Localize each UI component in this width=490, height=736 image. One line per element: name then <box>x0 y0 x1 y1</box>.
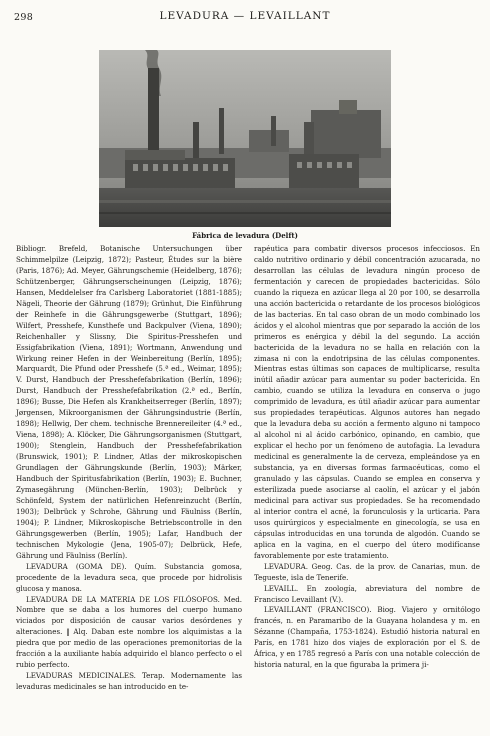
factory-photo <box>99 50 391 227</box>
column-left <box>16 244 242 693</box>
entry-levadura-geog: LEVADURA. Geog. Cas. de la prov. de Canarias, mun. de Tegueste, isla de Tenerife. <box>254 561 480 582</box>
bibliography-paragraph: Bibliogr. Brefeld, Botanische Untersuchungen über Schimmelpilze (Leipzig, 1872); Pasteur, Études sur la bière (Paris, 1876); Ad. Meyer, Gährungschemie (Heidelberg, 1876); Schützenberger, Gährungserscheinungen (Leipzig, 1876); Hansen, Meddelelser fra Carlsberg Laboratoriet (1881-1885); Nägeli, Theorie der Gährung (1879); Grünhut, Die Einführung der Reinhefe in die Gährungsgewerbe (Stuttgart, 1896); Wilfert, Presshefe, Kunsthefe und Backpulver (Viena, 1890); Reichenhaller y Slissny, Die Spiritus-Presshefen und Essigfabrikation (Viena, 1891); Wortmann, Anwendung und Wirkung reiner Hefen in der Weinbereitung (Berlín, 1895); Marquardt, Die Pfund oder Presshefe (5.ª ed., Weimar, 1895); V. Durst, Handbuch der Presshefefabrikation (Berlín, 1896); Durst, Handbuch der Presshefefabrikation (2.ª ed., Berlín, 1896); Busse, Die Hefen als Krankheitserreger (Berlín, 1897); Jørgensen, Mikroorganismen der Gährungsindustrie (Berlín, 1898); Hellwig, Der chem. technische Brennereileiter (4.ª ed., Viena, 1898); A. Klöcker, Die Gährungsorganismen (Stuttgart, 1900); Stenglein, Handbuch der Presshefefabrikation (Brunswick, 1901); P. Lindner, Atlas der mikroskopischen Grundlagen der Gährungskunde (Berlín, 1903); Märker, Handbuch der Spiritusfabrikation (Berlín, 1903); E. Buchner, Zymasegährung (München-Berlín, 1903); Delbrück y Schönfeld, System der natürlichen Hefenreinzucht (Berlín, 1903); Delbrück y Schrohe, Gährung und Fäulniss (Berlín, 1904); P. Lindner, Mikroskopische Betriebscontrolle in den Gährungsgewerben (Berlín, 1905); Lafar, Handbuch der technischen Mykologie (Jena, 1905-07); Delbrück, Hefe, Gährung und Fäulniss (Berlín). <box>16 244 242 560</box>
therapeutics-paragraph: rapéutica para combatir diversos procesos infecciosos. En caldo nutritivo ordinario y débil concentración azucarada, no desarrollan las células de levadura ningún proceso de fermentación y carecen de propiedades bactericidas. Sólo cuando la riqueza en azúcar llega al 20 por 100, se desarrolla una acción bactericida o retardante de los procesos biológicos de las bacterias. En tal caso obran de un modo combinado los ácidos y el alcohol mientras que por separado la acción de los primeros es enérgica y débil la del segundo. La acción bactericida de la levadura no se halla en relación con la zimasa ni con la endotripsina de las células componentes. Mientras estas últimas son capaces de multiplicarse, resulta inútil añadir azúcar para aumentar su poder bactericida. En cambio, cuando se utiliza la levadura en conserva o jugo comprimido de levadura, es útil añadir azúcar para aumentar sus propiedades terapéuticas. Algunos autores han negado que la levadura deba su acción a fermento alguno ni tampoco al alcohol ni al ácido carbónico, opinando, en cambio, que explicar el hecho por un fenómeno de autofagia. La levadura medicinal es generalmente la de cerveza, empleándose ya en substancia, ya en diversas formas farmacéuticas, como el granulado y las cápsulas. Cuando se emplea en conserva y esterilizada puede asociarse al caolín, el azúcar y el jabón medicinal para activar sus propiedades. Se ha recomendado al interior contra el acné, la forunculosis y la urticaria. Para usos quirúrgicos y especialmente en ginecología, se usa en cápsulas introducidas en una torunda de algodón. Cuando se aplica en la vagina, en el cuerpo del útero modifícanse favorablemente por este tratamiento. <box>254 244 480 560</box>
entry-levaill: LEVAILL. En zoología, abreviatura del nombre de Francisco Levaillant (V.). <box>254 583 480 604</box>
figure-caption: Fábrica de levadura (Delft) <box>192 231 298 240</box>
running-header: LEVADURA — LEVAILLANT <box>159 10 331 22</box>
entry-levaillant: LEVAILLANT (FRANCISCO). Biog. Viajero y ornitólogo francés, n. en Paramaribo de la Guayana holandesa y m. en Sézanne (Champaña, 1753-1824). Estudió historia natural en París, en 1781 hizo dos viajes de exploración por el S. de África, y en 1785 regresó a París con una notable colección de historia natural, en la que figuraba la primera ji- <box>254 605 480 670</box>
factory-photo-illustration <box>99 50 391 227</box>
page-number: 298 <box>14 12 34 23</box>
column-right <box>254 244 480 671</box>
entry-levaduras-medicinales: LEVADURAS MEDICINALES. Terap. Modernamente las levaduras medicinales se han introducido en te- <box>16 671 242 692</box>
entry-levadura-materia: LEVADURA DE LA MATERIA DE LOS FILÓSOFOS. Med. Nombre que se daba a los humores del cuerpo humano viciados por disposición de causar varios desórdenes y alteraciones. ‖ Alq. Daban este nombre los alquimistas a la piedra que por medio de las operaciones premonitorias de la fracción a la auxiliante había adquirido el blanco perfecto o el rubio perfecto. <box>16 594 242 670</box>
entry-levadura-goma: LEVADURA (GOMA DE). Quím. Substancia gomosa, procedente de la levadura seca, que procede por hidrolisis glucosa y manosa. <box>16 561 242 593</box>
